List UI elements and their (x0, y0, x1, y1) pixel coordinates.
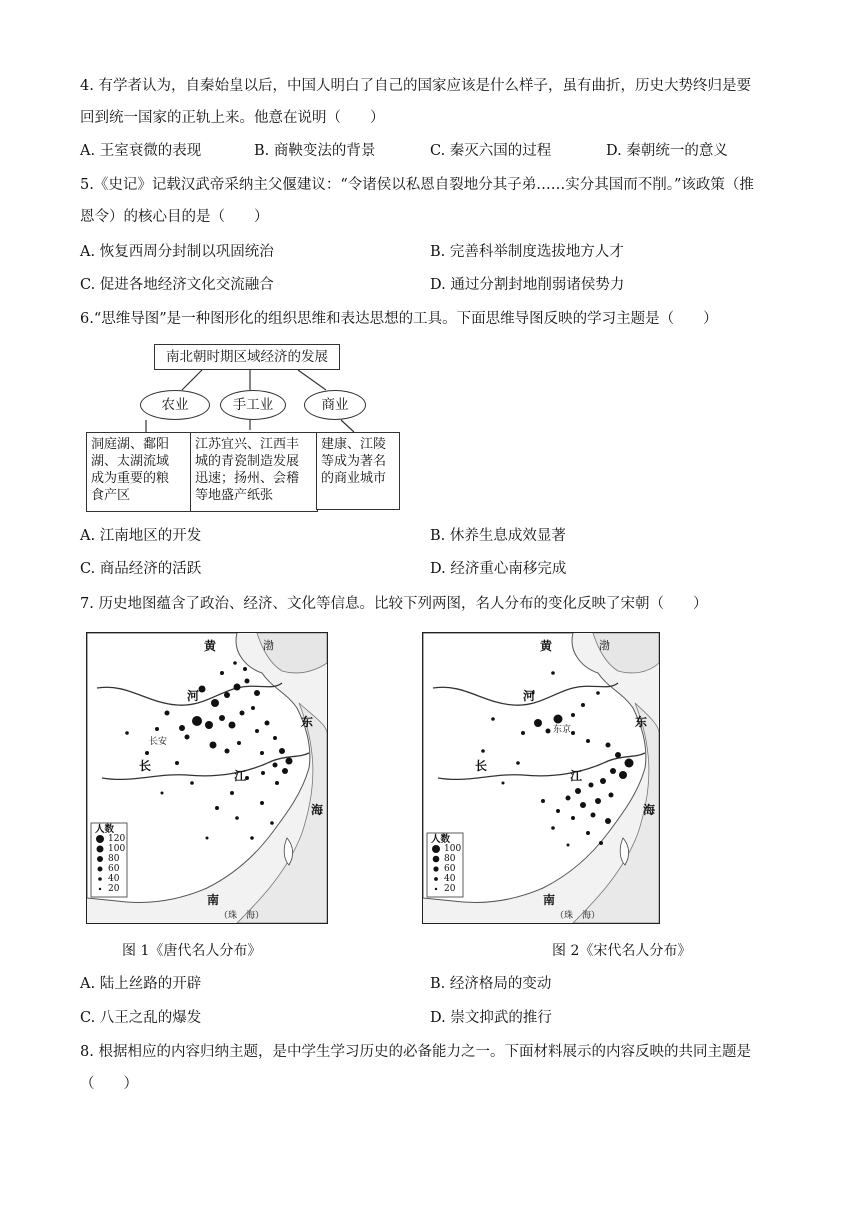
map-tang-legend-value: 80 (108, 854, 120, 864)
map-label: 南 (543, 893, 556, 907)
map-label: （珠 海） (555, 911, 601, 921)
map-label: 东 (301, 715, 314, 729)
map-label: 河 (187, 689, 200, 703)
q7-option-a[interactable]: A. 陆上丝路的开辟 (80, 976, 202, 992)
mind-map-title: 南北朝时期区域经济的发展 (154, 344, 340, 370)
q4-stem-line2: 回到统一国家的正轨上来。他意在说明（ ） (80, 110, 385, 126)
q8-stem-line1: 8. 根据相应的内容归纳主题，是中学生学习历史的必备能力之一。下面材料展示的内容反映的共同主题是 (80, 1044, 751, 1060)
map-song-legend-value: 80 (444, 854, 456, 864)
map-label: 海 (643, 803, 656, 817)
q5-option-c[interactable]: C. 促进各地经济文化交流融合 (80, 277, 274, 293)
map-label: 渤 (263, 639, 274, 652)
q8-stem-line2: （ ） (80, 1076, 138, 1092)
q6-option-a[interactable]: A. 江南地区的开发 (80, 528, 202, 544)
map-label: 江 (234, 769, 247, 783)
map-label: 海 (311, 803, 324, 817)
mind-map-text: 的商业城市 (321, 471, 387, 486)
map-song-famous-people (422, 632, 660, 924)
q4-option-d[interactable]: D. 秦朝统一的意义 (606, 143, 728, 159)
map-tang-famous-people (86, 632, 328, 924)
map-tang-legend-value: 60 (108, 864, 120, 874)
map-song-legend-title: 人数 (431, 834, 451, 845)
q5-option-d[interactable]: D. 通过分割封地削弱诸侯势力 (430, 277, 625, 293)
q6-option-c[interactable]: C. 商品经济的活跃 (80, 561, 202, 577)
map-label: 黄 (540, 639, 553, 653)
mind-map-text: 江苏宜兴、江西丰 (195, 437, 300, 452)
mind-map-branch-commerce: 商业 (304, 390, 366, 420)
map-song-caption: 图 2《宋代名人分布》 (552, 943, 692, 959)
map-tang-legend-value: 100 (108, 844, 126, 854)
q4-option-c[interactable]: C. 秦灭六国的过程 (430, 143, 552, 159)
map-tang-legend-value: 20 (108, 884, 120, 894)
map-song-drawing (423, 633, 659, 923)
q7-option-b[interactable]: B. 经济格局的变动 (430, 976, 552, 992)
q6-option-d[interactable]: D. 经济重心南移完成 (430, 561, 567, 577)
q7-stem: 7. 历史地图蕴含了政治、经济、文化等信息。比较下列两图，名人分布的变化反映了宋朝（ ） (80, 596, 708, 612)
q4-stem-line1: 4. 有学者认为，自秦始皇以后，中国人明白了自己的国家应该是什么样子，虽有曲折，历史大势终归是要 (80, 78, 751, 94)
mind-map-text: 洞庭湖、鄱阳 (91, 437, 170, 452)
mind-map-branch-agriculture: 农业 (140, 390, 210, 420)
map-tang-legend-title: 人数 (95, 824, 115, 835)
mind-map-text: 城的青瓷制造发展 (195, 454, 300, 469)
mind-map-box-commerce (316, 432, 400, 510)
map-song-legend-value: 60 (444, 864, 456, 874)
q4-option-a[interactable]: A. 王室衰微的表现 (80, 143, 202, 159)
q5-stem-line1: 5.《史记》记载汉武帝采纳主父偃建议：“令诸侯以私恩自裂地分其子弟……实分其国而不削。”该政策（推 (80, 177, 754, 193)
q5-option-a[interactable]: A. 恢复西周分封制以巩固统治 (80, 244, 274, 260)
mind-map-box-handicraft (190, 432, 318, 512)
q4-option-b[interactable]: B. 商鞅变法的背景 (254, 143, 376, 159)
map-label: 长 (139, 759, 152, 773)
map-tang-legend-value: 40 (108, 874, 120, 884)
map-song-legend-value: 40 (444, 874, 456, 884)
q6-stem: 6.“思维导图”是一种图形化的组织思维和表达思想的工具。下面思维导图反映的学习主题是（ ） (80, 311, 718, 327)
q6-option-b[interactable]: B. 休养生息成效显著 (430, 528, 566, 544)
mind-map-text: 等成为著名 (321, 454, 387, 469)
map-label: （珠 海） (219, 911, 265, 921)
map-tang-caption: 图 1《唐代名人分布》 (122, 943, 262, 959)
q5-stem-line2: 恩令）的核心目的是（ ） (80, 209, 269, 225)
map-song-legend-value: 100 (444, 844, 462, 854)
map-label: 南 (207, 893, 220, 907)
q7-option-c[interactable]: C. 八王之乱的爆发 (80, 1010, 202, 1026)
mind-map-branch-handicraft: 手工业 (220, 390, 286, 420)
map-label: 江 (570, 769, 583, 783)
map-label: 东 (635, 715, 648, 729)
mind-map-text: 湖、太湖流域 (91, 454, 170, 469)
map-label: 黄 (204, 639, 217, 653)
mind-map-text: 等地盛产纸张 (195, 488, 274, 503)
map-tang-legend-value: 120 (108, 834, 126, 844)
mind-map-text: 建康、江陵 (321, 437, 387, 452)
map-song-legend-value: 20 (444, 884, 456, 894)
q5-option-b[interactable]: B. 完善科举制度选拔地方人才 (430, 244, 624, 260)
map-label: 河 (523, 689, 536, 703)
mind-map-text: 迅速；扬州、会稽 (195, 471, 300, 486)
map-label: 长 (475, 759, 488, 773)
q7-option-d[interactable]: D. 崇文抑武的推行 (430, 1010, 552, 1026)
mind-map-text: 食产区 (91, 488, 131, 503)
mind-map (86, 340, 406, 515)
map-label: 长安 (149, 737, 168, 747)
mind-map-text: 成为重要的粮 (91, 471, 170, 486)
map-label: 东京 (553, 725, 572, 735)
map-label: 渤 (599, 639, 610, 652)
map-tang-drawing (87, 633, 327, 923)
